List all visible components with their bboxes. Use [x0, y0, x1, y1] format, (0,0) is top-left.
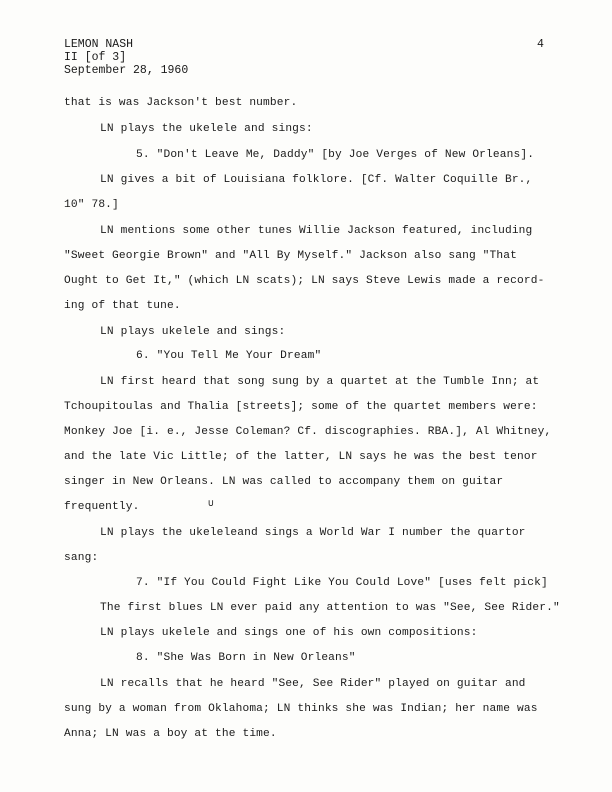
text-line: Ought to Get It," (which LN scats); LN says Steve Lewis made a record-	[64, 275, 545, 287]
text-line: that is was Jackson't best number.	[64, 97, 298, 109]
text-line: frequently.	[64, 501, 140, 513]
text-line: LN plays ukelele and sings:	[100, 326, 286, 338]
text-line: and the late Vic Little; of the latter, LN says he was the best tenor	[64, 451, 538, 463]
text-line: LN plays ukelele and sings one of his own compositions:	[100, 627, 478, 639]
text-line: Tchoupitoulas and Thalia [streets]; some of the quartet members were:	[64, 401, 538, 413]
text-line: LN mentions some other tunes Willie Jackson featured, including	[100, 225, 533, 237]
song-entry-7: 7. "If You Could Fight Like You Could Love" [uses felt pick]	[136, 577, 548, 589]
text-line: singer in New Orleans. LN was called to accompany them on guitar	[64, 476, 504, 488]
header-date: September 28, 1960	[64, 64, 189, 77]
text-line: sung by a woman from Oklahoma; LN thinks she was Indian; her name was	[64, 703, 538, 715]
text-line: sang:	[64, 552, 99, 564]
text-line: ing of that tune.	[64, 300, 181, 312]
text-line: 10" 78.]	[64, 199, 119, 211]
document-header	[64, 38, 188, 77]
handwritten-correction-mark: ∪	[208, 499, 215, 510]
text-line: LN plays the ukelele and sings:	[100, 123, 313, 135]
text-line: "Sweet Georgie Brown" and "All By Myself." Jackson also sang "That	[64, 250, 517, 262]
text-line: The first blues LN ever paid any attention to was "See, See Rider."	[100, 602, 560, 614]
song-entry-6: 6. "You Tell Me Your Dream"	[136, 350, 322, 362]
text-line: LN plays the ukeleleand sings a World War I number the quartor	[100, 527, 526, 539]
text-line: LN first heard that song sung by a quartet at the Tumble Inn; at	[100, 376, 540, 388]
page-number: 4	[537, 38, 544, 51]
text-line: Anna; LN was a boy at the time.	[64, 728, 277, 740]
song-entry-5: 5. "Don't Leave Me, Daddy" [by Joe Verges of New Orleans].	[136, 149, 535, 161]
text-line: LN gives a bit of Louisiana folklore. [Cf. Walter Coquille Br.,	[100, 174, 533, 186]
song-entry-8: 8. "She Was Born in New Orleans"	[136, 652, 356, 664]
text-line: Monkey Joe [i. e., Jesse Coleman? Cf. discographies. RBA.], Al Whitney,	[64, 426, 552, 438]
text-line: LN recalls that he heard "See, See Rider" played on guitar and	[100, 678, 526, 690]
header-reel: II [of 3]	[64, 51, 127, 64]
header-name: LEMON NASH	[64, 38, 134, 51]
